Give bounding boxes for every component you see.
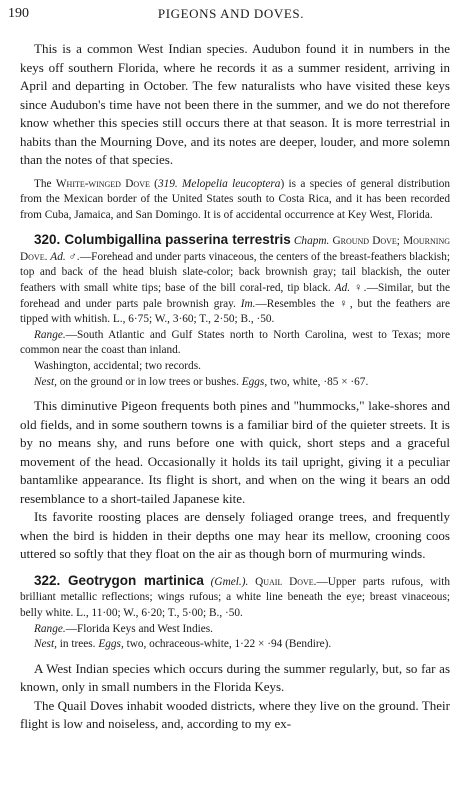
- paragraph-quail-dove-habits: The Quail Doves inhabit wooded districts, where they live on the ground. Their flight is low and noiseless, and, according to my ex-: [20, 697, 450, 732]
- paragraph-ground-dove-roosting: Its favorite roosting places are densely foliaged orange trees, and frequently when the bird is hidden in their depths one may hear its mellow, crooning coos uttered so softly that they float on the air as though born of murmuring winds.: [20, 509, 450, 562]
- species-heading-322: 322. Geotrygon martinica: [34, 572, 204, 588]
- washington-note-320: Washington, accidental; two records.: [34, 360, 201, 373]
- species-entry-320: 320. Columbigallina passerina terrestris Chapm. Ground Dove; Mourning Dove. Ad. ♂.—Forehead and under parts vinaceous, the centers of the breast-feathers blackish; top and back of the head bluish slate-color; back brownish gray; tail blackish, the outer feathers with small white tips; base of the bill coral-red, tip black. Ad. ♀.—Similar, but the forehead and under parts pale brownish gray. Im.—Resembles the ♀, but the feathers are tipped with whitish. L., 6·75; W., 3·60; T., 2·50; B., ·50.: [20, 232, 451, 326]
- paragraph-white-crowned-pigeon: This is a common West Indian species. Audubon found it in numbers in the keys off southern Florida, where he records it as a summer resident, arriving in April and departing in October. The few naturalists who have visited these keys since Audubon's time have not been there in the summer, and we do not therefore know whether this species still occurs there at that season. It is more terrestrial in habits than the Mourning Dove, and its notes are deeper, louder, and more solemn than the notes of that species.: [20, 41, 450, 167]
- paragraph-ground-dove-habits: This diminutive Pigeon frequents both pines and "hummocks," lake-shores and old fields, and in some southern towns is a familiar bird of the quieter streets. It is by no means shy, and runs before one with quick, short steps and a graceful movement of the head. Occasionally it holds its tail upright, giving it a peculiar bantamlike appearance. Its flight is short, and when on the wing it bears an odd resemblance to a short-tailed Japanese kite.: [20, 398, 450, 506]
- page-body: [20, 40, 450, 734]
- page-header: [8, 6, 454, 24]
- page-number: 190: [8, 6, 29, 21]
- running-title: PIGEONS AND DOVES.: [157, 6, 305, 21]
- species-scientific-name: 319. Melopelia leucoptera: [157, 177, 281, 190]
- paragraph-white-winged-dove: The White-winged Dove (319. Melopelia leucoptera) is a species of general distribution from the Mexican border of the United States south to Costa Rica, and it has been recorded from Cuba, Jamaica, and San Domingo. It is of accidental occurrence at Key West, Florida.: [20, 177, 450, 221]
- nest-322: Nest, in trees. Eggs, two, ochraceous-white, 1·22 × ·94 (Bendire).: [34, 638, 332, 651]
- range-320: Range.—South Atlantic and Gulf States north to North Carolina, west to Texas; more common near the coast than inland.: [20, 328, 450, 357]
- paragraph-quail-dove-occurrence: A West Indian species which occurs during the summer regularly, but, so far as known, only in small numbers in the Florida Keys.: [20, 660, 450, 695]
- species-common-name: White-winged Dove: [55, 177, 150, 190]
- species-heading-320: 320. Columbigallina passerina terrestris: [34, 232, 291, 248]
- species-entry-322: 322. Geotrygon martinica (Gmel.). Quail Dove.—Upper parts rufous, with brilliant metallic reflections; wings rufous; a white line beneath the eye; breast vinaceous; belly white. L., 11·00; W., 6·20; T., 5·00; B., ·50.: [20, 572, 450, 619]
- range-322: Range.—Florida Keys and West Indies.: [34, 622, 213, 635]
- nest-320: Nest, on the ground or in low trees or bushes. Eggs, two, white, ·85 × ·67.: [34, 375, 369, 388]
